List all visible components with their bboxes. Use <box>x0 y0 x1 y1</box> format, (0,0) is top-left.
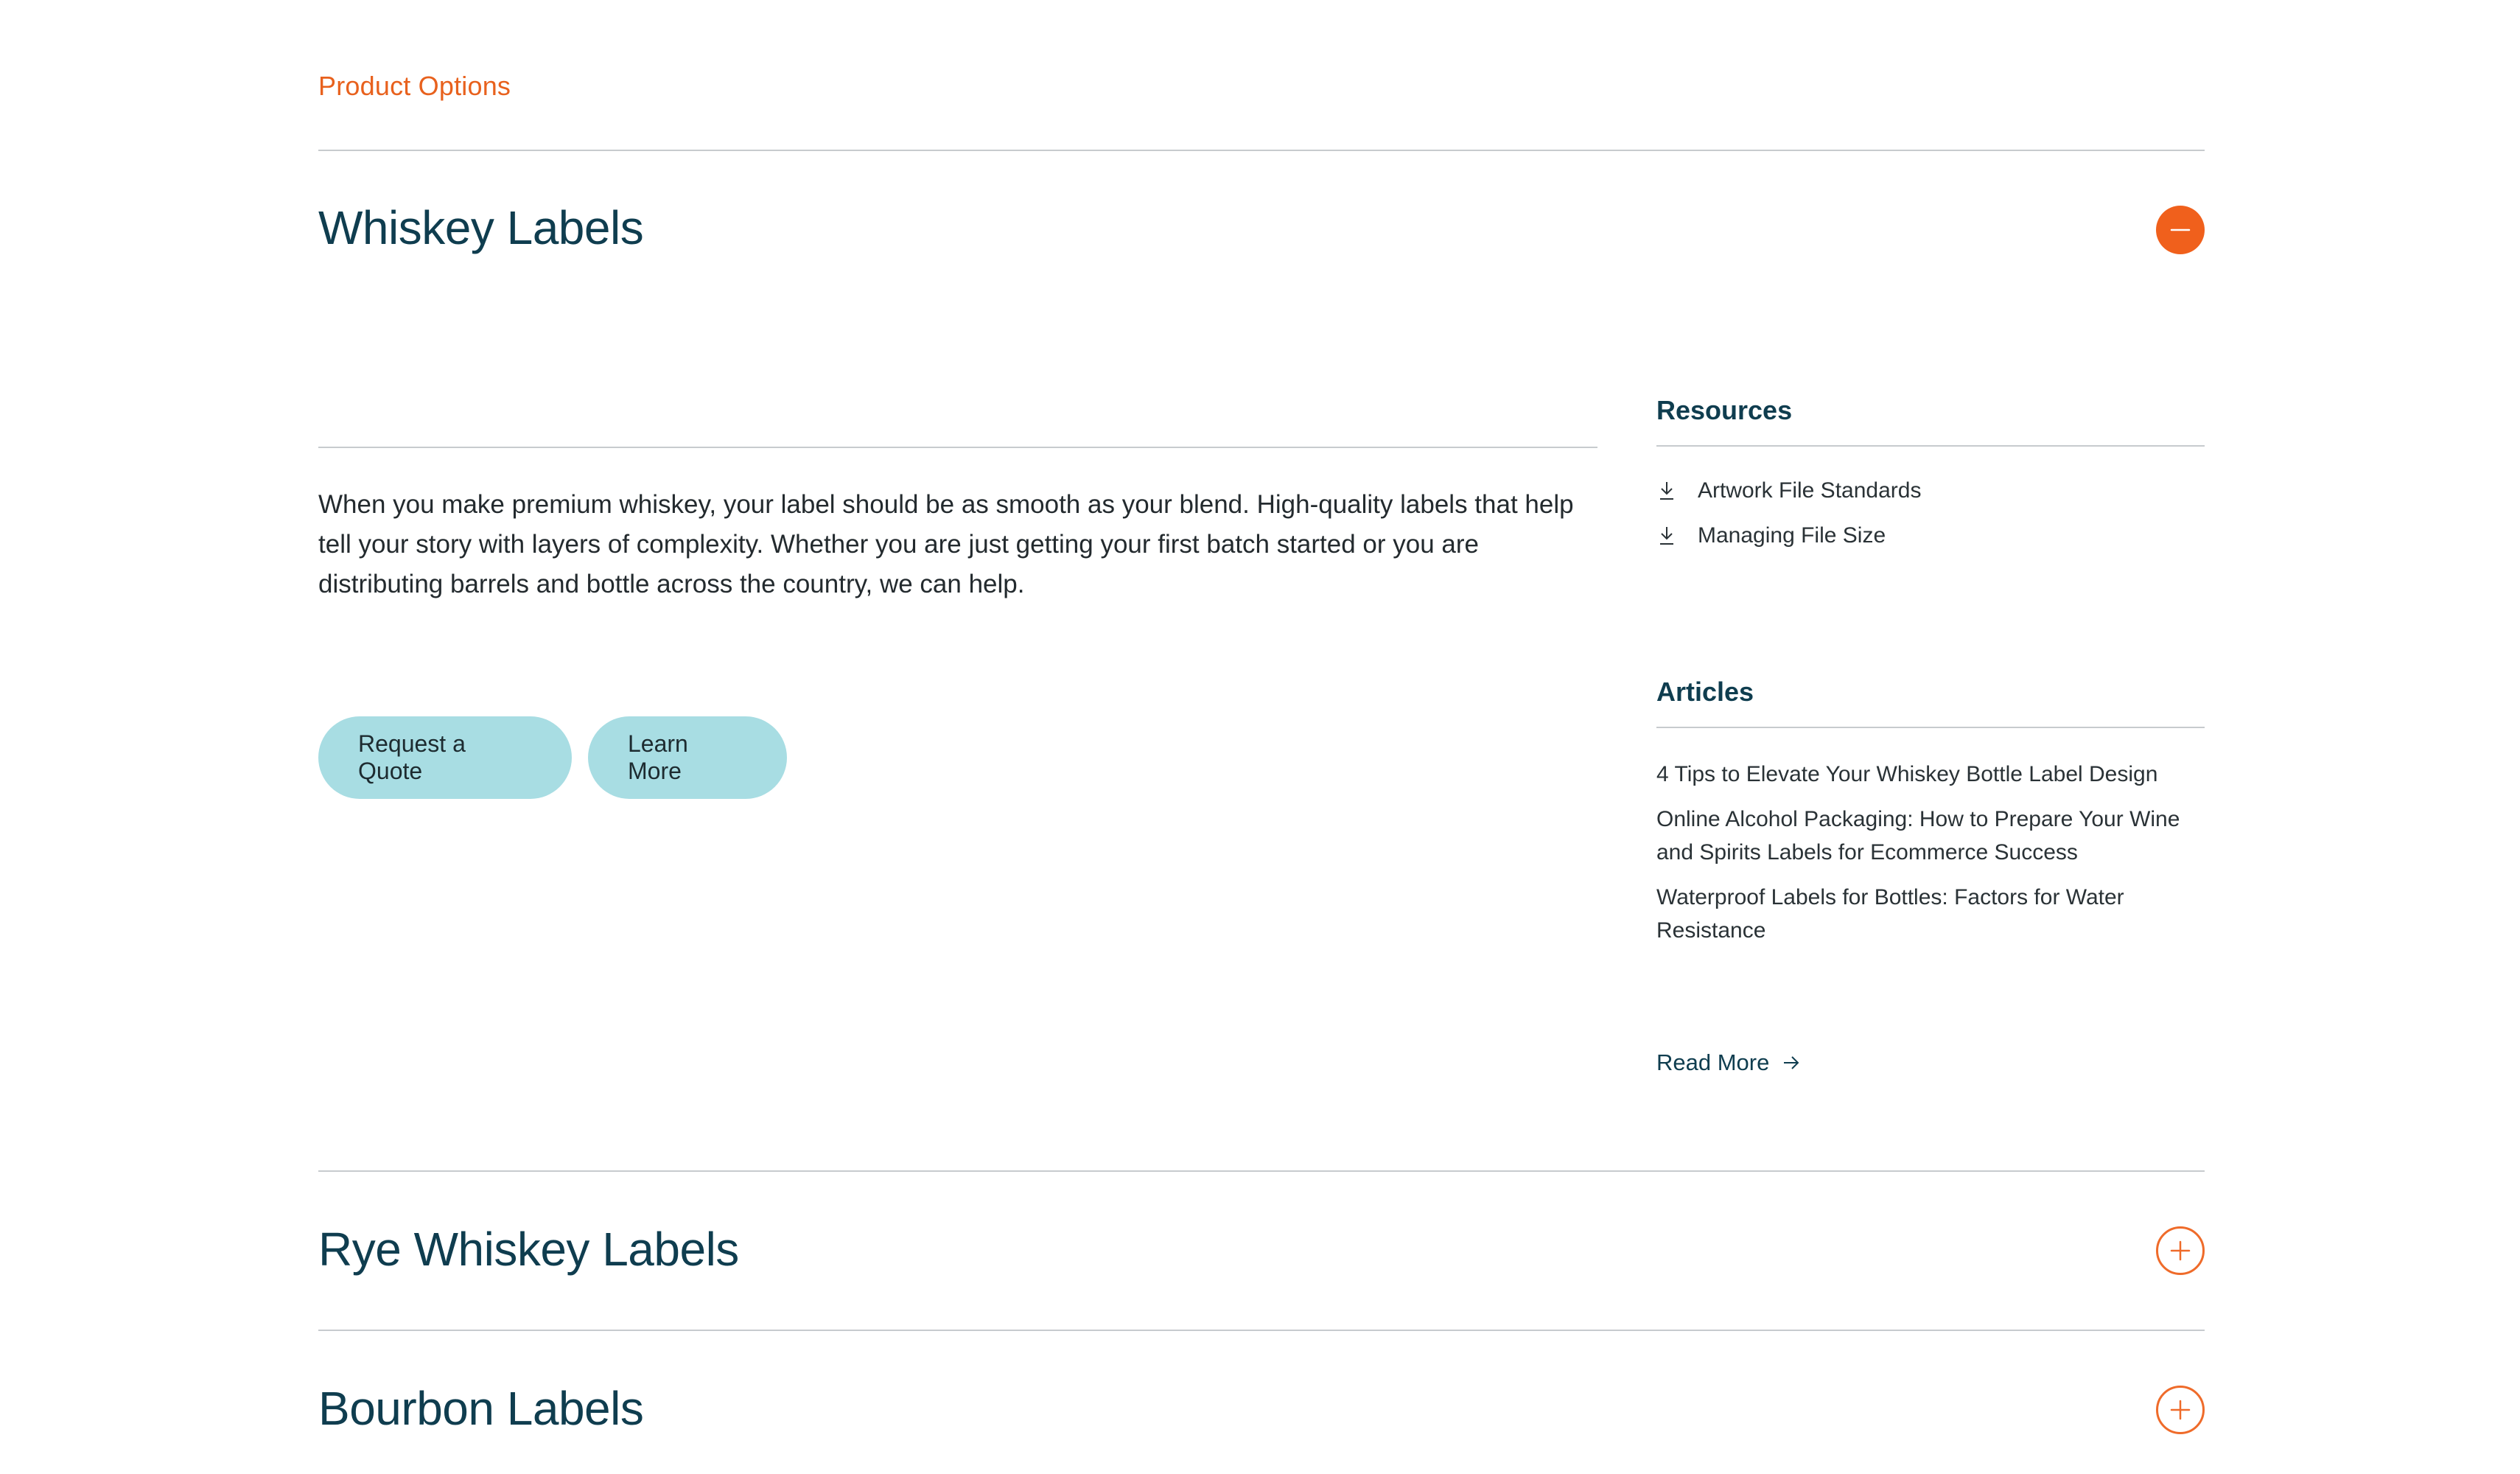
product-options-section <box>318 0 2205 1474</box>
resources-list <box>1656 475 2205 552</box>
resource-label: Artwork File Standards <box>1698 478 1922 503</box>
resources-heading: Resources <box>1656 395 2205 447</box>
article-link[interactable]: 4 Tips to Elevate Your Whiskey Bottle Label Design <box>1656 762 2158 786</box>
resources-panel <box>1656 395 2205 565</box>
resource-label: Managing File Size <box>1698 523 1886 548</box>
section-eyebrow: Product Options <box>318 71 511 101</box>
request-quote-button[interactable]: Request a Quote <box>318 716 572 799</box>
resource-link-artwork[interactable] <box>1656 475 2205 507</box>
read-more-label: Read More <box>1656 1049 1770 1075</box>
accordion-title[interactable]: Whiskey Labels <box>318 201 644 254</box>
articles-heading: Articles <box>1656 677 2205 728</box>
expand-button[interactable] <box>2156 1386 2205 1434</box>
download-icon <box>1656 479 1677 503</box>
article-link[interactable]: Online Alcohol Packaging: How to Prepare Your Wine and Spirits Labels for Ecommerce Success <box>1656 807 2180 865</box>
divider <box>318 150 2205 151</box>
articles-panel <box>1656 677 2205 959</box>
minus-icon <box>2169 218 2192 242</box>
expand-button[interactable] <box>2156 1226 2205 1275</box>
accordion-title[interactable]: Rye Whiskey Labels <box>318 1223 739 1276</box>
resource-link-file-size[interactable] <box>1656 520 2205 552</box>
read-more-link[interactable] <box>1656 1049 1802 1076</box>
arrow-right-icon <box>1781 1052 1802 1073</box>
plus-icon <box>2168 1238 2193 1263</box>
divider <box>318 1330 2205 1331</box>
article-link[interactable]: Waterproof Labels for Bottles: Factors for Water Resistance <box>1656 885 2124 943</box>
plus-icon <box>2168 1397 2193 1422</box>
collapse-button[interactable] <box>2156 206 2205 254</box>
accordion-content-main <box>318 447 1597 604</box>
action-buttons <box>318 716 787 799</box>
content-divider <box>318 447 1597 448</box>
download-icon <box>1656 524 1677 548</box>
description-text: When you make premium whiskey, your label should be as smooth as your blend. High-quality labels that help tell your story with layers of complexity. Whether you are just getting your first batch started or you are distributing barrels and bottle across the country, we can help. <box>318 490 1574 598</box>
learn-more-button[interactable]: Learn More <box>588 716 787 799</box>
divider <box>318 1170 2205 1172</box>
articles-list <box>1656 758 2205 947</box>
accordion-title[interactable]: Bourbon Labels <box>318 1382 644 1435</box>
